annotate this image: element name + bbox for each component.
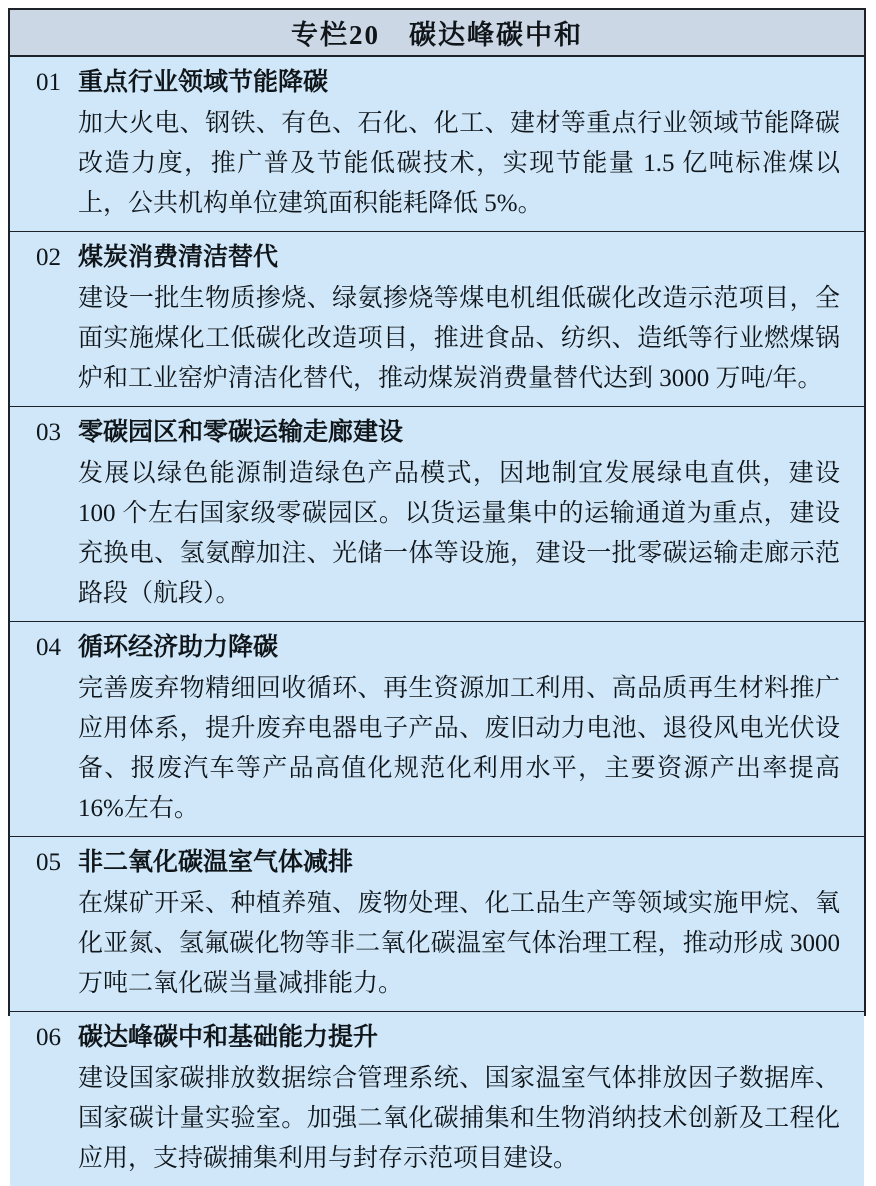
section-content [78, 412, 842, 614]
section-title: 零碳园区和零碳运输走廊建设 [78, 419, 404, 446]
section-row-4 [10, 622, 864, 837]
section-title: 重点行业领域节能降碳 [78, 69, 329, 96]
section-body: 在煤矿开采、种植养殖、废物处理、化工品生产等领域实施甲烷、氧化亚氮、氢氟碳化物等非二氧化碳温室气体治理工程，推动形成 3000 万吨二氧化碳当量减排能力。 [78, 890, 840, 997]
table-header [10, 10, 864, 57]
section-content [78, 1017, 842, 1179]
section-body: 加大火电、钢铁、有色、石化、化工、建材等重点行业领域节能降碳改造力度，推广普及节能低碳技术，实现节能量 1.5 亿吨标准煤以上，公共机构单位建筑面积能耗降低 5%。 [78, 110, 840, 217]
section-row-6 [10, 1012, 864, 1186]
section-row-1 [10, 57, 864, 232]
section-title: 循环经济助力降碳 [78, 634, 279, 661]
section-number: 04 [36, 634, 61, 661]
section-number: 03 [36, 419, 61, 446]
table-title: 专栏20 碳达峰碳中和 [291, 20, 583, 50]
section-number: 01 [36, 69, 61, 96]
section-content [78, 237, 842, 399]
section-content [78, 62, 842, 224]
section-row-2 [10, 232, 864, 407]
section-number: 06 [36, 1024, 61, 1051]
section-body: 发展以绿色能源制造绿色产品模式，因地制宜发展绿电直供，建设 100 个左右国家级零碳园区。以货运量集中的运输通道为重点，建设充换电、氢氨醇加注、光储一体等设施，建设一批零碳运输走廊示范路段（航段）。 [78, 460, 840, 607]
section-row-5 [10, 837, 864, 1012]
section-title: 碳达峰碳中和基础能力提升 [78, 1024, 379, 1051]
section-title: 非二氧化碳温室气体减排 [78, 849, 354, 876]
section-content [78, 842, 842, 1004]
section-number: 02 [36, 244, 61, 271]
section-body: 完善废弃物精细回收循环、再生资源加工利用、高品质再生材料推广应用体系，提升废弃电器电子产品、废旧动力电池、退役风电光伏设备、报废汽车等产品高值化规范化利用水平，主要资源产出率提高 16%左右。 [78, 675, 840, 822]
section-content [78, 627, 842, 829]
section-body: 建设国家碳排放数据综合管理系统、国家温室气体排放因子数据库、国家碳计量实验室。加强二氧化碳捕集和生物消纳技术创新及工程化应用，支持碳捕集利用与封存示范项目建设。 [78, 1065, 840, 1172]
column-box-table [8, 8, 866, 1172]
section-number: 05 [36, 849, 61, 876]
section-row-3 [10, 407, 864, 622]
section-body: 建设一批生物质掺烧、绿氨掺烧等煤电机组低碳化改造示范项目，全面实施煤化工低碳化改造项目，推进食品、纺织、造纸等行业燃煤锅炉和工业窑炉清洁化替代，推动煤炭消费量替代达到 3000 万吨/年。 [78, 285, 840, 392]
section-title: 煤炭消费清洁替代 [78, 244, 279, 271]
